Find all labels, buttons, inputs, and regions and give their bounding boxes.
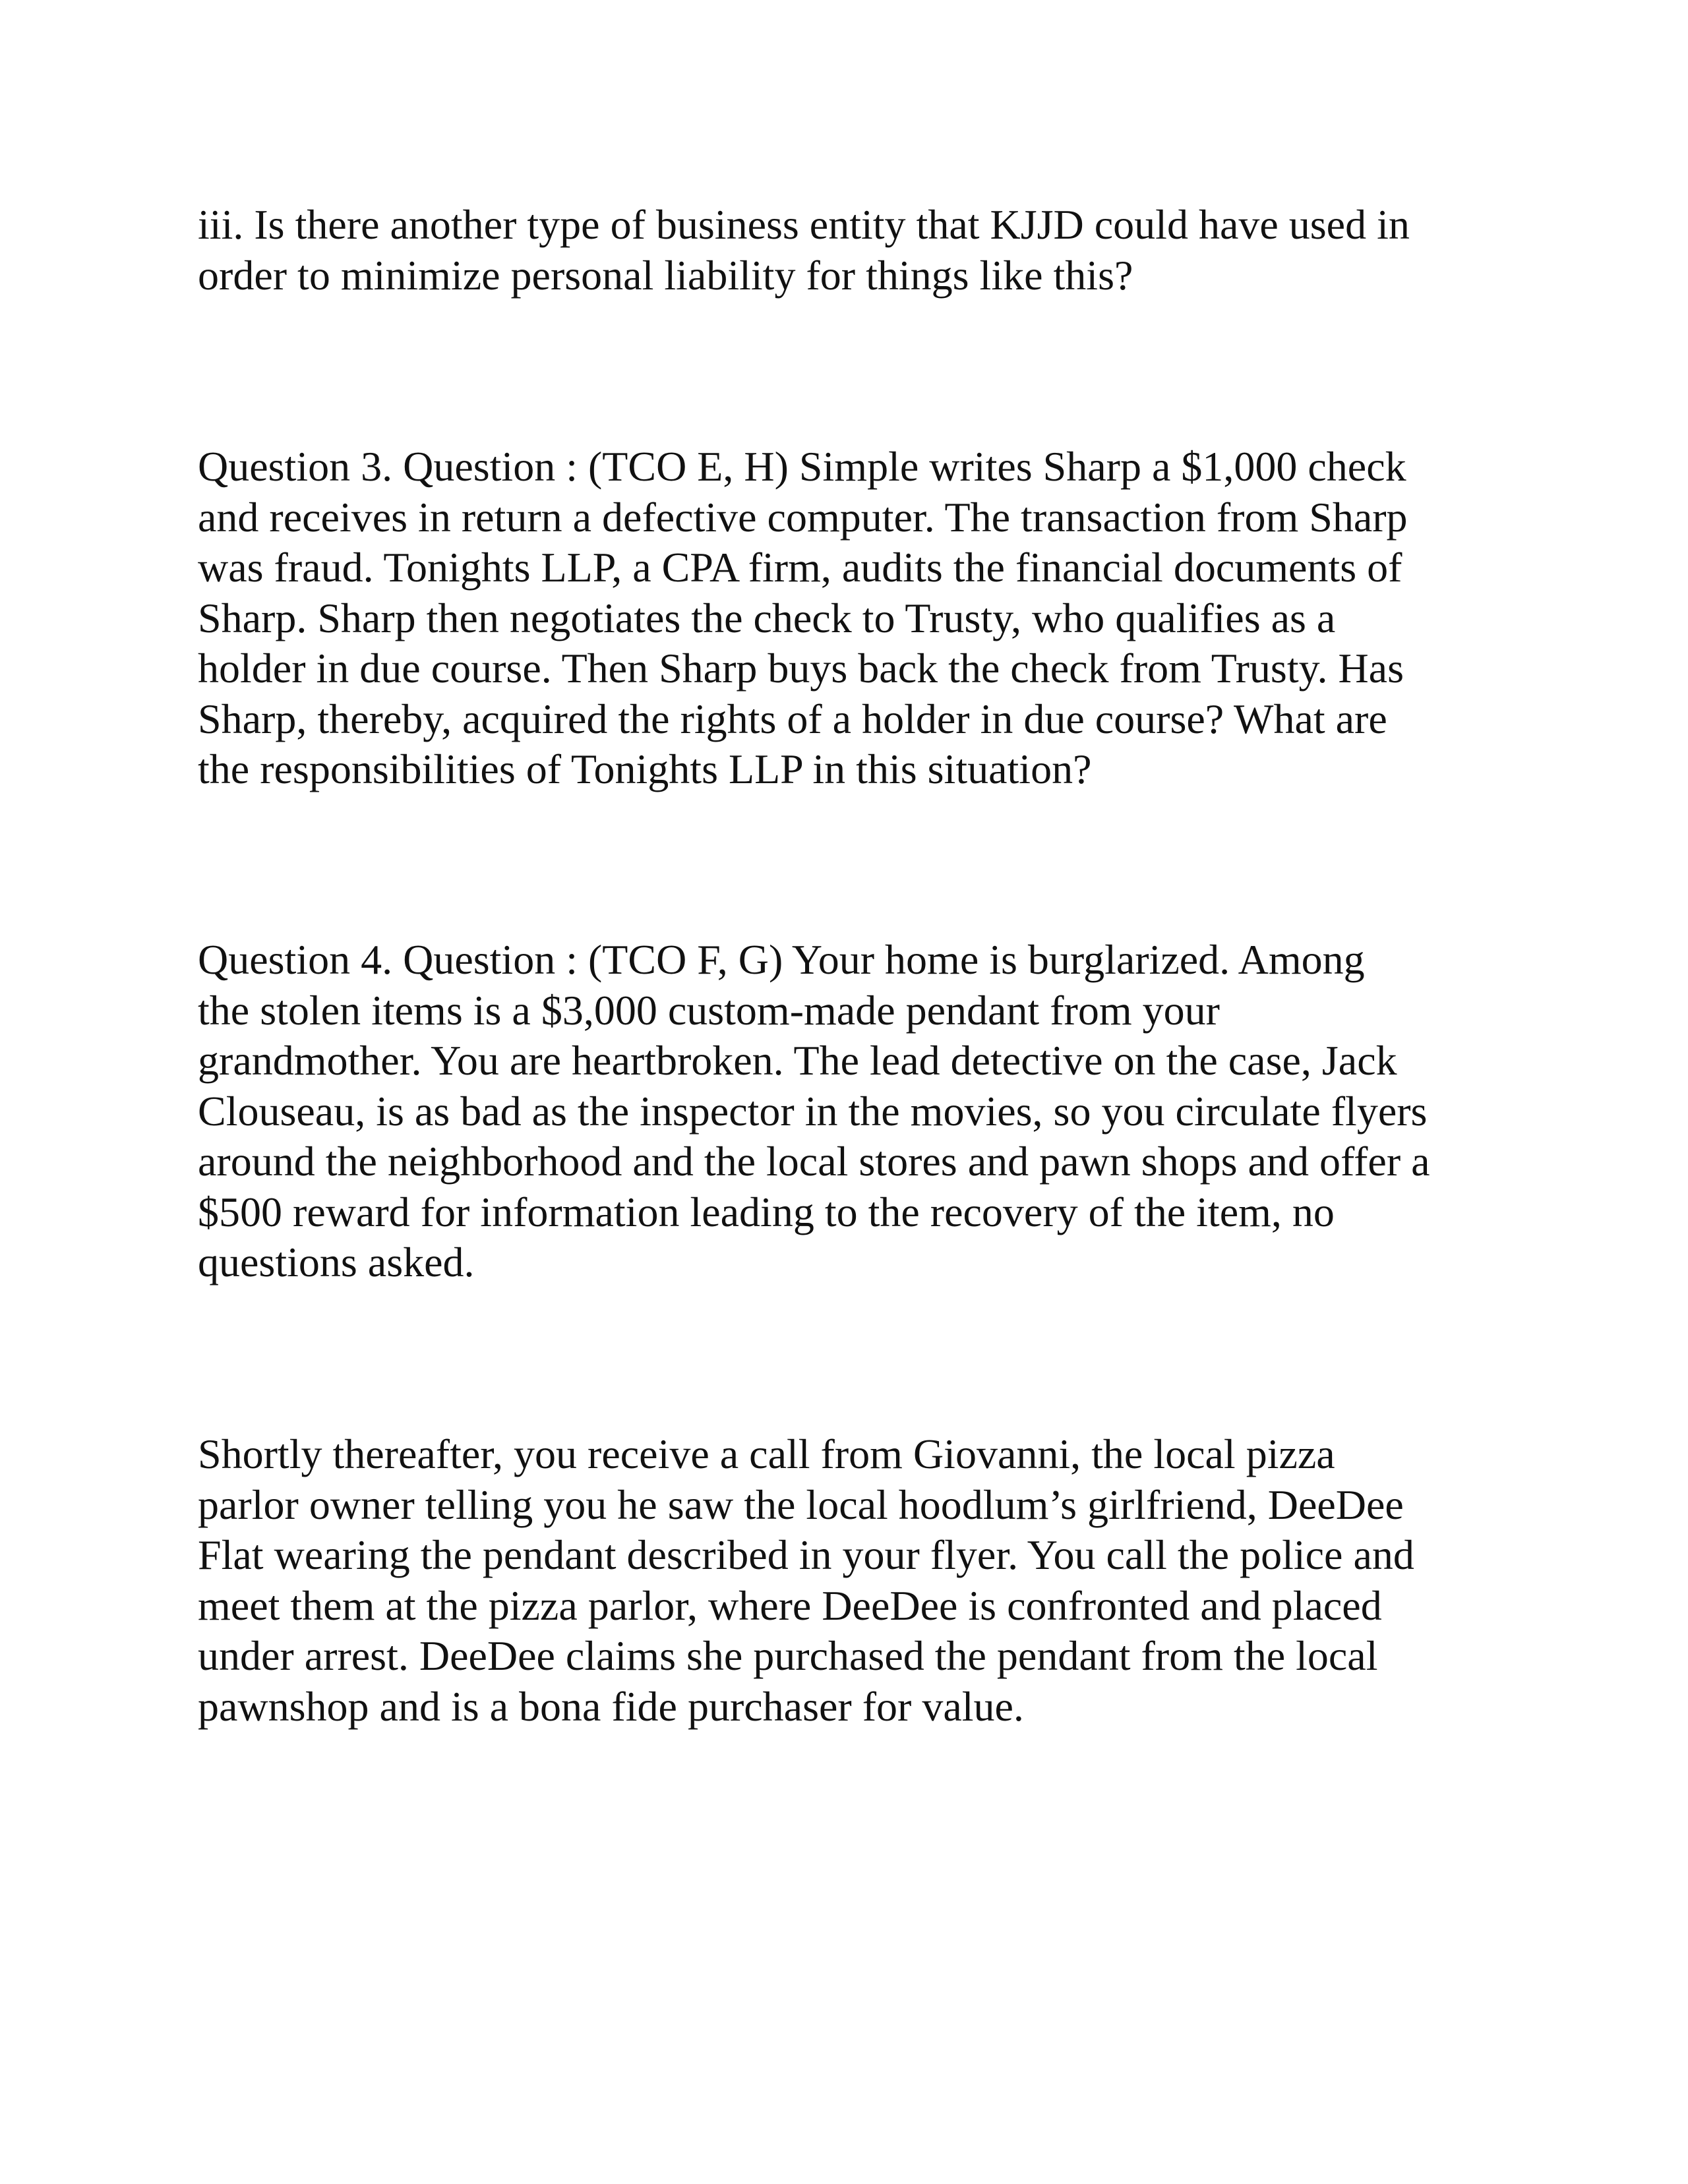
text-line: pawnshop and is a bona fide purchaser for value.: [198, 1682, 1024, 1730]
text-line: Flat wearing the pendant described in your flyer. You call the police and: [198, 1531, 1414, 1578]
question-4-continuation-paragraph: [198, 1429, 1517, 1732]
text-line: Sharp, thereby, acquired the rights of a holder in due course? What are: [198, 695, 1387, 742]
question-4-paragraph: [198, 935, 1517, 1288]
text-line: was fraud. Tonights LLP, a CPA firm, audits the financial documents of: [198, 544, 1402, 591]
text-line: Question 3. Question : (TCO E, H) Simple writes Sharp a $1,000 check: [198, 443, 1406, 490]
text-line: holder in due course. Then Sharp buys back the check from Trusty. Has: [198, 645, 1404, 692]
text-line: $500 reward for information leading to the recovery of the item, no: [198, 1188, 1335, 1235]
text-line: grandmother. You are heartbroken. The lead detective on the case, Jack: [198, 1037, 1397, 1084]
text-line: questions asked.: [198, 1239, 475, 1285]
text-line: Clouseau, is as bad as the inspector in the movies, so you circulate flyers: [198, 1087, 1428, 1135]
text-line: Question 4. Question : (TCO F, G) Your home is burglarized. Among: [198, 936, 1365, 983]
text-line: parlor owner telling you he saw the local hoodlum’s girlfriend, DeeDee: [198, 1481, 1404, 1528]
question-iii-paragraph: [198, 200, 1517, 301]
text-line: the responsibilities of Tonights LLP in this situation?: [198, 746, 1092, 792]
text-line: meet them at the pizza parlor, where DeeDee is confronted and placed: [198, 1581, 1382, 1629]
text-line: Shortly thereafter, you receive a call from Giovanni, the local pizza: [198, 1431, 1335, 1477]
text-line: order to minimize personal liability for things like this?: [198, 251, 1133, 299]
text-line: iii. Is there another type of business entity that KJJD could have used in: [198, 201, 1410, 248]
text-line: the stolen items is a $3,000 custom-made pendant from your: [198, 986, 1220, 1034]
text-line: under arrest. DeeDee claims she purchased the pendant from the local: [198, 1632, 1378, 1679]
text-line: around the neighborhood and the local stores and pawn shops and offer a: [198, 1138, 1430, 1185]
text-line: and receives in return a defective computer. The transaction from Sharp: [198, 493, 1408, 541]
question-3-paragraph: [198, 442, 1517, 795]
text-line: Sharp. Sharp then negotiates the check to Trusty, who qualifies as a: [198, 594, 1336, 641]
